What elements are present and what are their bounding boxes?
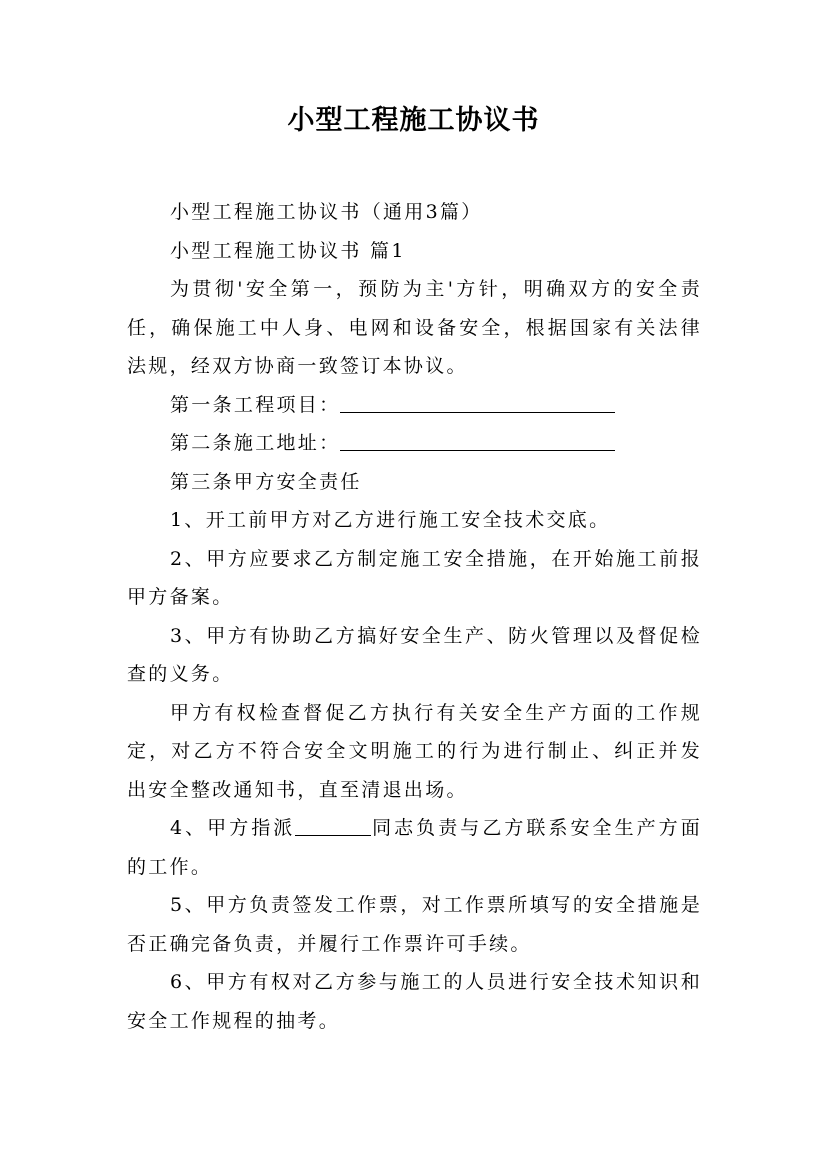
- clause-3: 3、甲方有协助乙方搞好安全生产、防火管理以及督促检查的义务。: [127, 624, 702, 685]
- article-2-label: 第二条施工地址：: [170, 432, 341, 454]
- clause-4-suffix: 同志负责与乙方联系安全生产方面的工作。: [127, 817, 702, 878]
- document-title: 小型工程施工协议书: [287, 105, 540, 136]
- article-3-heading: 第三条甲方安全责任: [170, 470, 362, 493]
- project-name-blank[interactable]: [340, 393, 615, 413]
- clause-5: 5、甲方负责签发工作票，对工作票所填写的安全措施是否正确完备负责，并履行工作票许可手续。: [127, 894, 702, 955]
- clause-1: 1、开工前甲方对乙方进行施工安全技术交底。: [170, 509, 611, 531]
- clause-4-prefix: 4、甲方指派: [170, 817, 296, 839]
- article-1: [127, 386, 702, 425]
- section-heading: 小型工程施工协议书 篇1: [170, 239, 406, 262]
- document-body: [127, 193, 702, 1040]
- site-address-blank[interactable]: [340, 431, 615, 451]
- article-2: [127, 424, 702, 463]
- designee-name-blank[interactable]: [295, 816, 371, 836]
- clause-4: [127, 809, 702, 886]
- article-1-label: 第一条工程项目：: [170, 393, 341, 416]
- clause-2: 2、甲方应要求乙方制定施工安全措施，在开始施工前报甲方备案。: [127, 547, 702, 608]
- document-subtitle: 小型工程施工协议书（通用3篇）: [170, 201, 483, 223]
- intro-paragraph: 为贯彻'安全第一，预防为主'方针，明确双方的安全责任，确保施工中人身、电网和设备安全，根据国家有关法律法规，经双方协商一致签订本协议。: [127, 278, 702, 377]
- clause-3-extra: 甲方有权检查督促乙方执行有关安全生产方面的工作规定，对乙方不符合安全文明施工的行为进行制止、纠正并发出安全整改通知书，直至清退出场。: [127, 701, 702, 801]
- clause-6: 6、甲方有权对乙方参与施工的人员进行安全技术知识和安全工作规程的抽考。: [127, 971, 702, 1032]
